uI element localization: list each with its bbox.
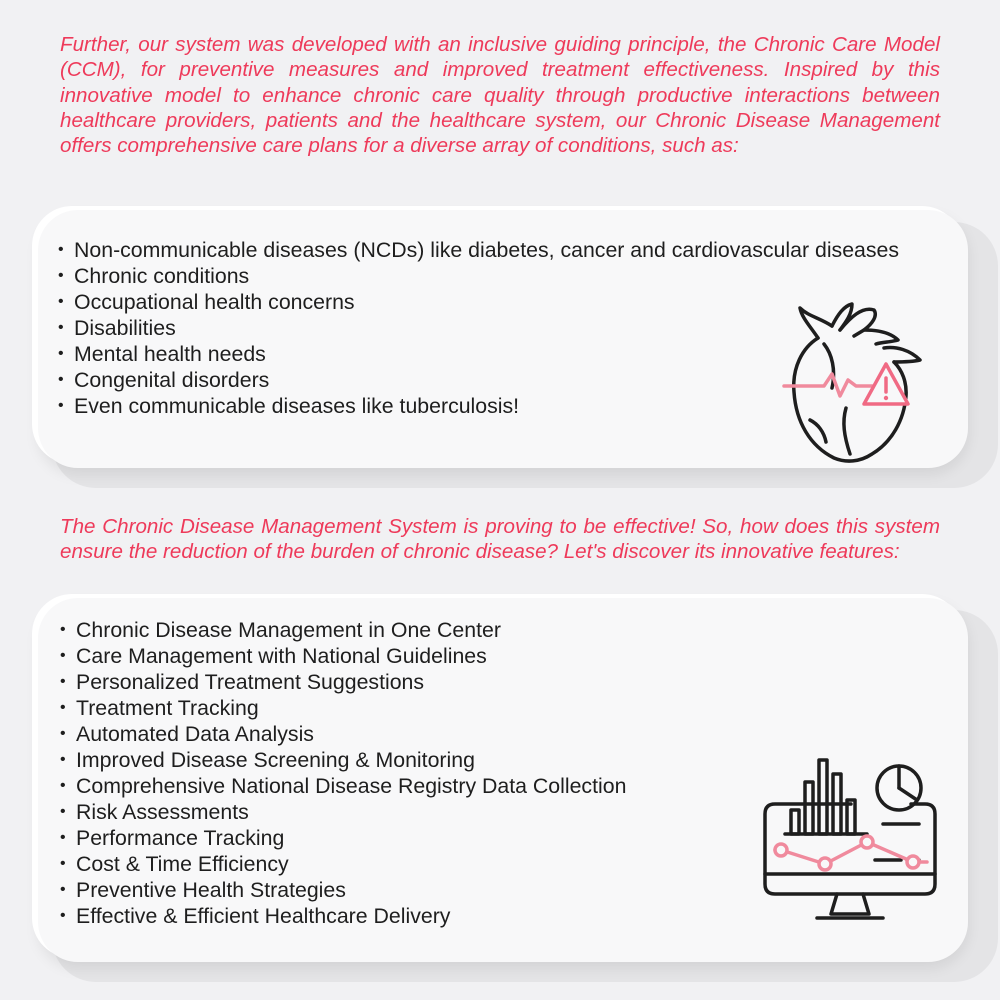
features-list [60, 617, 760, 929]
list-item: • Chronic conditions [58, 263, 940, 289]
features-intro: The Chronic Disease Management System is proving to be effective! So, how does this system ensure the reduction of the burden of chronic disease? Let's discover its innovative features: [60, 515, 940, 564]
list-item: • Cost & Time Efficiency [60, 851, 760, 877]
list-item: • Improved Disease Screening & Monitoring [60, 747, 760, 773]
list-item: • Non-communicable diseases (NCDs) like diabetes, cancer and cardiovascular diseases [58, 237, 940, 263]
list-item: • Congenital disorders [58, 367, 940, 393]
list-item: • Disabilities [58, 315, 940, 341]
list-item: • Comprehensive National Disease Registry Data Collection [60, 773, 760, 799]
list-item: • Treatment Tracking [60, 695, 760, 721]
list-item: • Automated Data Analysis [60, 721, 760, 747]
list-item: • Even communicable diseases like tuberculosis! [58, 393, 940, 419]
list-item: • Mental health needs [58, 341, 940, 367]
list-item: • Care Management with National Guidelines [60, 643, 760, 669]
intro-paragraph: Further, our system was developed with an inclusive guiding principle, the Chronic Care Model (CCM), for preventive measures and improved treatment effectiveness. Inspired by this innovative model to enhance chronic care quality through productive interactions between healthcare providers, patients and the healthcare system, our Chronic Disease Management offers comprehensive care plans for a diverse array of conditions, such as: [60, 33, 940, 158]
list-item: • Chronic Disease Management in One Center [60, 617, 760, 643]
list-item: • Preventive Health Strategies [60, 877, 760, 903]
list-item: • Performance Tracking [60, 825, 760, 851]
list-item: • Personalized Treatment Suggestions [60, 669, 760, 695]
list-item: • Occupational health concerns [58, 289, 940, 315]
list-item: • Effective & Efficient Healthcare Delivery [60, 903, 760, 929]
heart-warning-icon [780, 296, 930, 466]
list-item: • Risk Assessments [60, 799, 760, 825]
analytics-monitor-icon [755, 752, 945, 930]
